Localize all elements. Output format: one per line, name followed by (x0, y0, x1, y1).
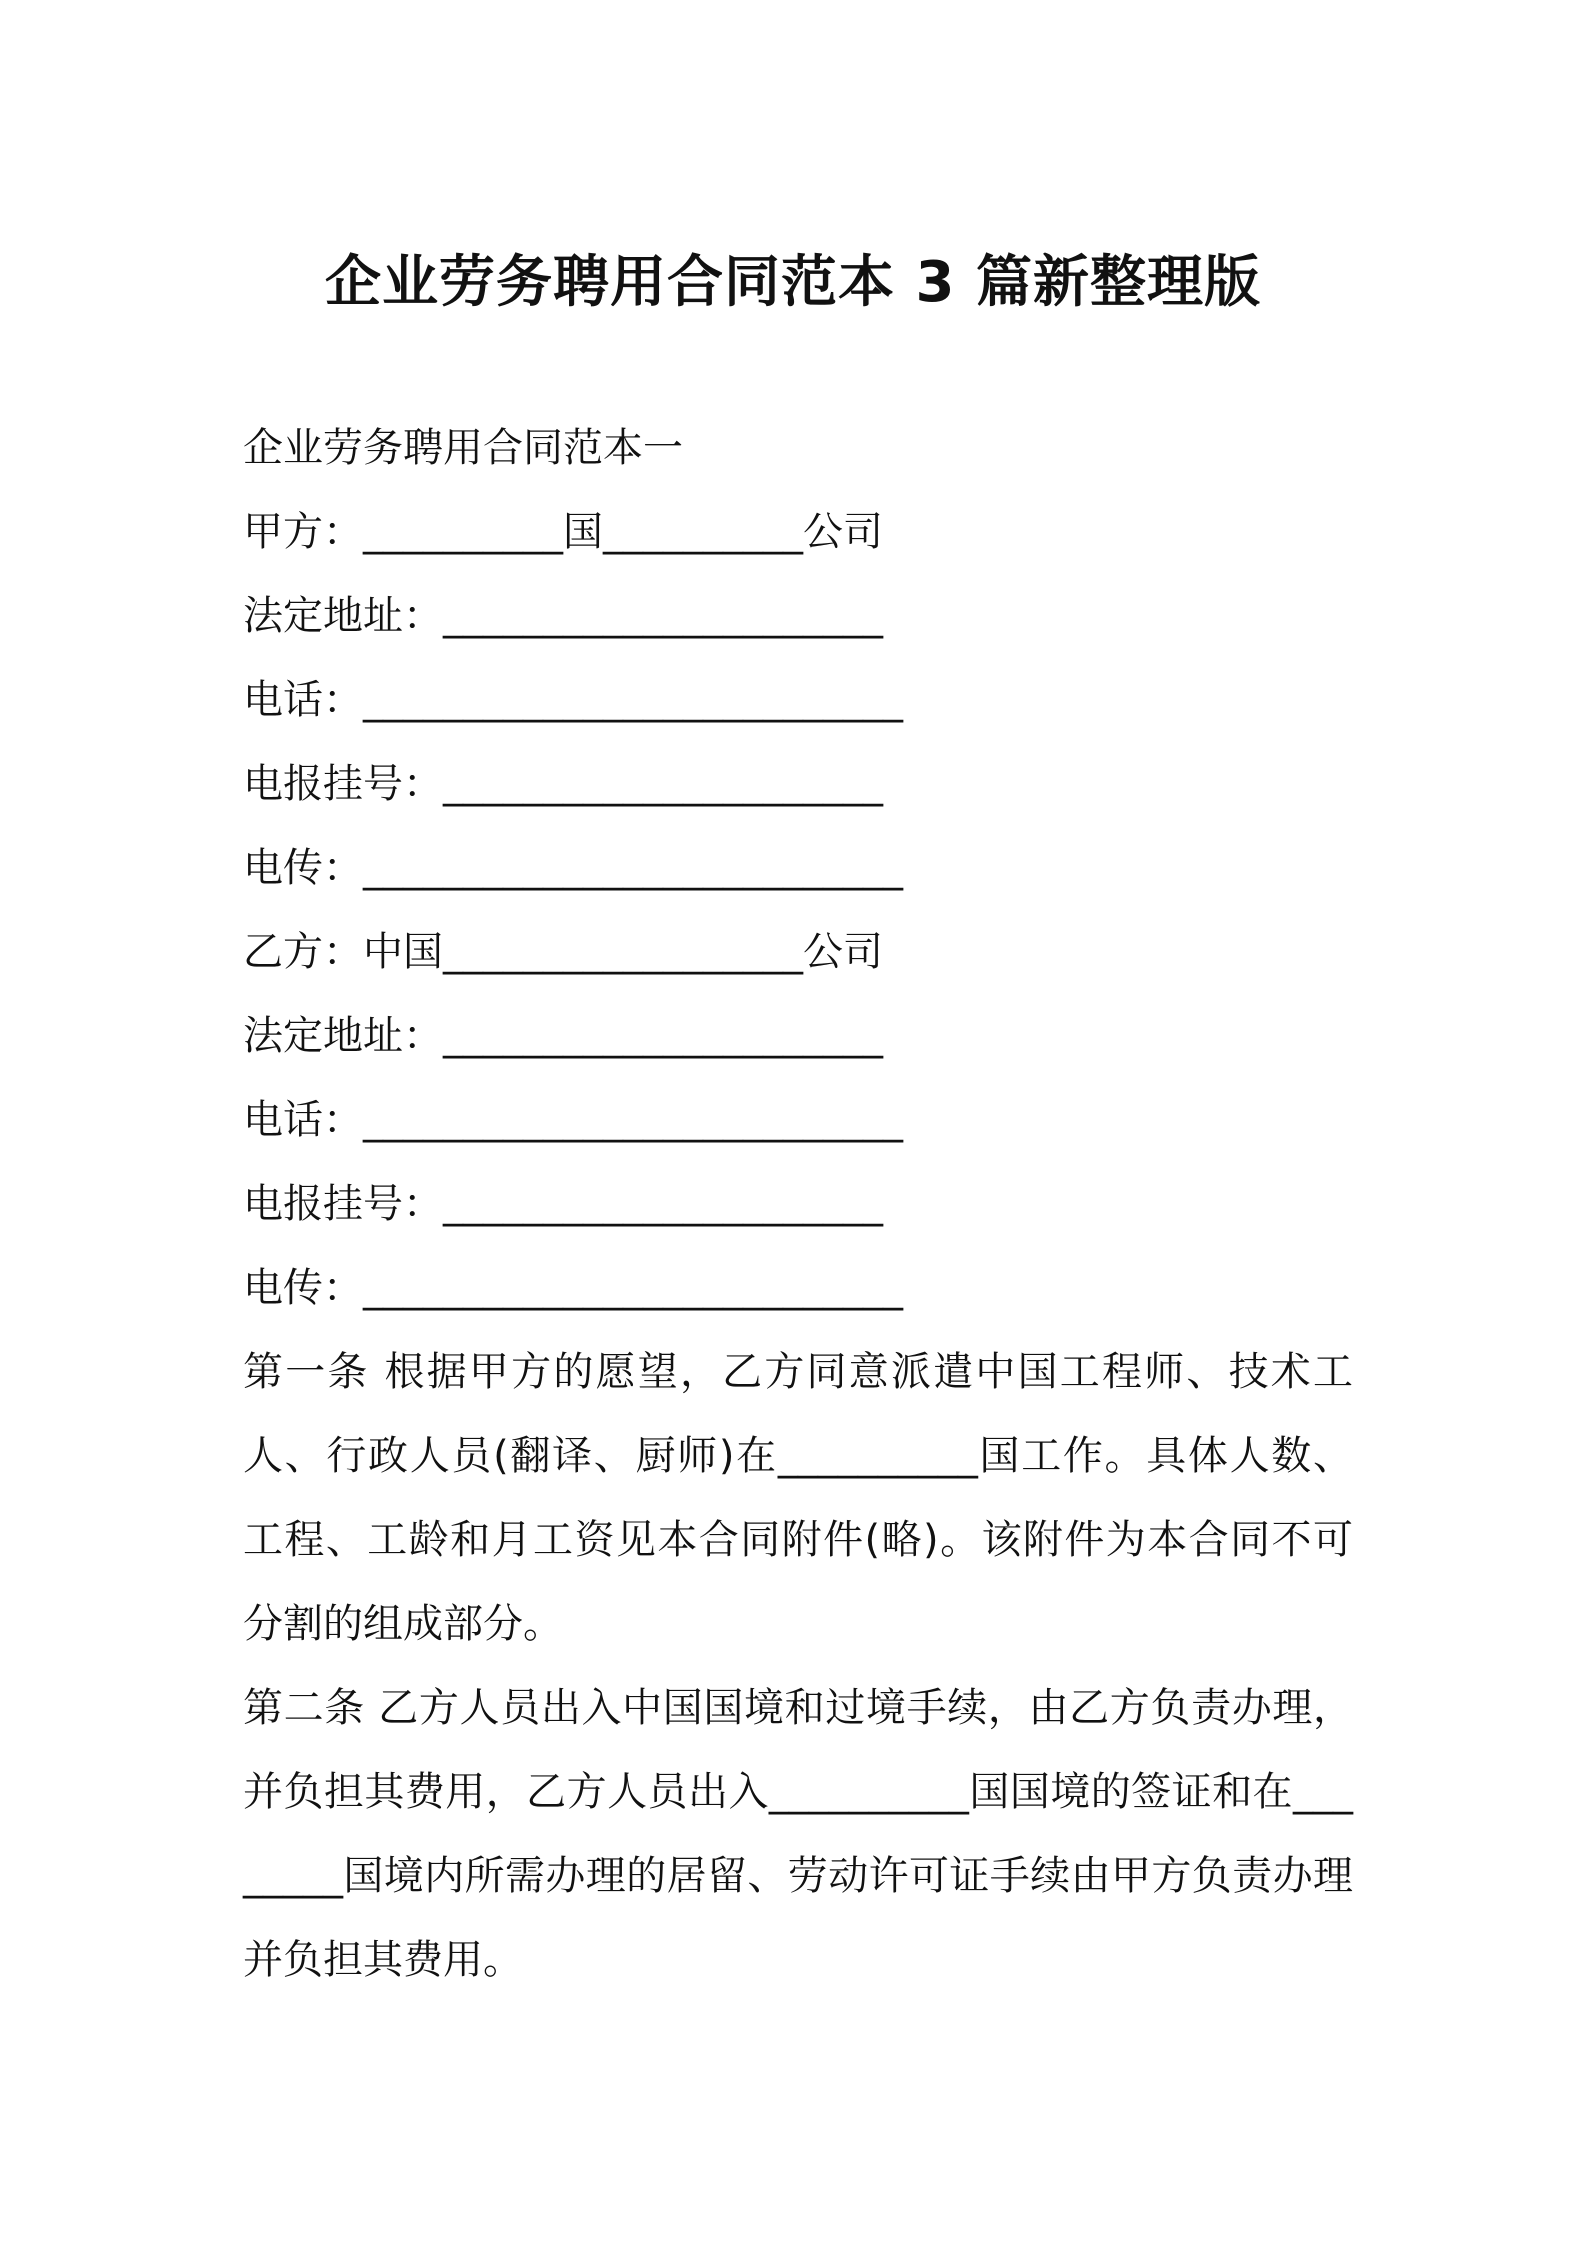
section-heading: 企业劳务聘用合同范本一 (243, 425, 683, 471)
party-b-address-line: 法定地址：______________________ (243, 1013, 883, 1059)
party-b-phone-line: 电话：___________________________ (243, 1097, 903, 1143)
document-title: 企业劳务聘用合同范本 3 篇新整理版 (325, 250, 1261, 315)
article-1-paragraph: 第一条 根据甲方的愿望，乙方同意派遣中国工程师、技术工人、行政人员(翻译、厨师)在__________国工作。具体人数、工程、工龄和月工资见本合同附件(略)。该附件为本合同不可分割的组成部分。 (243, 1349, 1353, 1647)
party-a-name-line: 甲方：__________国__________公司 (243, 509, 883, 555)
party-b-name-line: 乙方：中国__________________公司 (243, 929, 883, 975)
article-2-paragraph: 第二条 乙方人员出入中国国境和过境手续，由乙方负责办理，并负担其费用，乙方人员出入__________国国境的签证和在________国境内所需办理的居留、劳动许可证手续由甲方负责办理并负担其费用。 (243, 1685, 1353, 1983)
party-a-phone-line: 电话：___________________________ (243, 677, 903, 723)
party-b-fax-line: 电传：___________________________ (243, 1265, 903, 1311)
party-b-block (243, 910, 1353, 1330)
party-a-block (243, 490, 1353, 910)
document-body (243, 406, 1353, 2002)
party-a-fax-line: 电传：___________________________ (243, 845, 903, 891)
party-a-telegram-line: 电报挂号：______________________ (243, 761, 883, 807)
party-b-telegram-line: 电报挂号：______________________ (243, 1181, 883, 1227)
party-a-address-line: 法定地址：______________________ (243, 593, 883, 639)
